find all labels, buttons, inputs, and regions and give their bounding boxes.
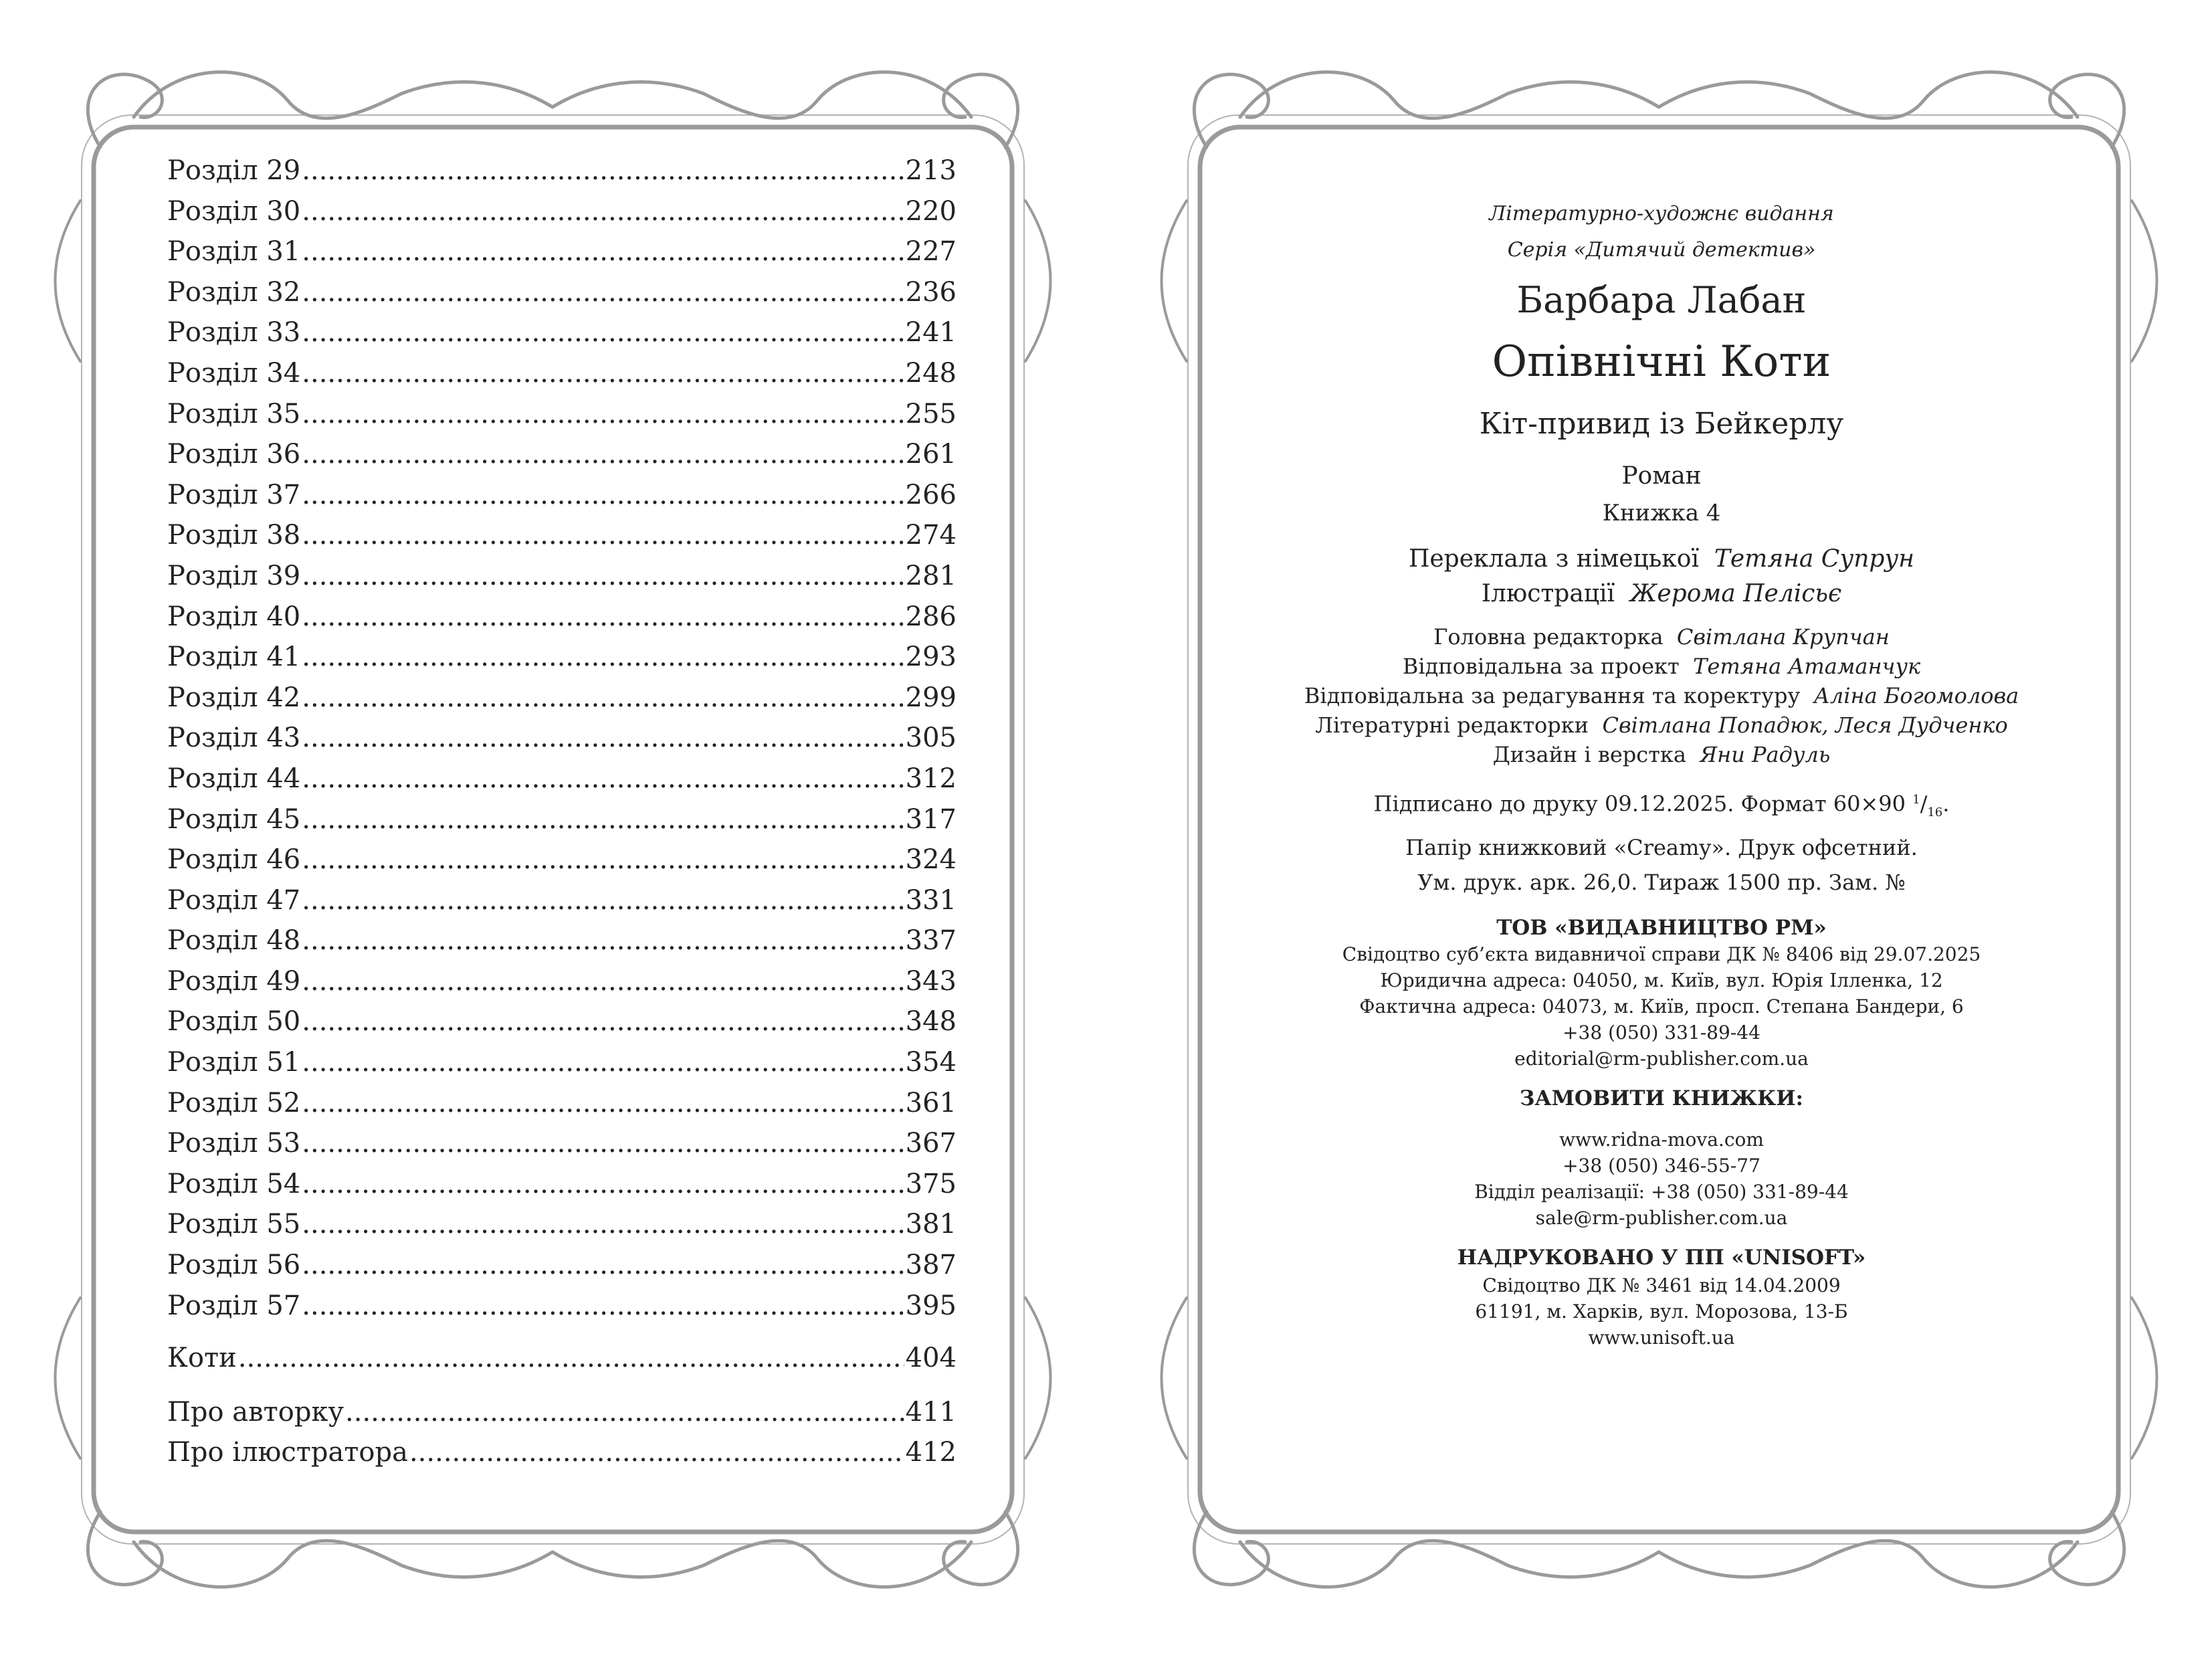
table-of-contents (167, 151, 957, 1473)
dot-leader (302, 556, 904, 597)
toc-page-number: 241 (905, 317, 957, 349)
dot-leader (238, 1338, 904, 1379)
toc-entry[interactable] (167, 231, 957, 272)
toc-entry[interactable] (167, 151, 957, 191)
toc-entry[interactable] (167, 1123, 957, 1164)
dot-leader (302, 880, 904, 921)
dot-leader (409, 1432, 904, 1473)
toc-entry[interactable] (167, 718, 957, 759)
toc-entry-label: Розділ 54 (167, 1168, 301, 1199)
toc-page-number: 286 (905, 601, 957, 632)
toc-page-number: 375 (905, 1168, 957, 1199)
dot-leader (302, 920, 904, 961)
order-site[interactable]: www.ridna-mova.com (1559, 1129, 1764, 1151)
dot-leader (302, 1042, 904, 1083)
toc-entry[interactable] (167, 840, 957, 880)
dot-leader (345, 1392, 904, 1433)
toc-entry-label: Розділ 33 (167, 317, 301, 349)
toc-entry[interactable] (167, 1245, 957, 1286)
toc-page-number: 412 (905, 1437, 957, 1468)
dot-leader (302, 272, 904, 313)
toc-page-number: 274 (905, 520, 957, 551)
chief-editor-line (1247, 622, 2076, 652)
toc-page-number: 281 (905, 560, 957, 591)
toc-entry-label: Розділ 39 (167, 560, 301, 591)
lit-editors-line (1247, 710, 2076, 740)
toc-page-number: 236 (905, 276, 957, 308)
project-name: Тетяна Атаманчук (1693, 654, 1921, 679)
toc-page-number: 305 (905, 722, 957, 754)
toc-page-number: 354 (905, 1047, 957, 1078)
toc-entry[interactable] (167, 353, 957, 394)
toc-entry[interactable] (167, 394, 957, 435)
toc-entry[interactable] (167, 515, 957, 556)
dot-leader (302, 1204, 904, 1245)
toc-entry[interactable] (167, 191, 957, 232)
toc-page-number: 299 (905, 682, 957, 713)
series-line: Серія «Дитячий детектив» (1507, 238, 1816, 262)
toc-page-number: 404 (905, 1343, 957, 1374)
toc-entry[interactable] (167, 637, 957, 678)
toc-entry[interactable] (167, 920, 957, 961)
toc-entry-about-illustrator[interactable] (167, 1432, 957, 1473)
toc-entry[interactable] (167, 1042, 957, 1083)
toc-page-number: 261 (905, 439, 957, 470)
book-title: Опівнічні Коти (1492, 337, 1831, 387)
toc-entry[interactable] (167, 799, 957, 840)
toc-entry[interactable] (167, 880, 957, 921)
toc-page-number: 337 (905, 925, 957, 957)
order-phone: +38 (050) 346-55-77 (1563, 1155, 1761, 1177)
dot-leader (302, 961, 904, 1002)
publisher-name: ТОВ «ВИДАВНИЦТВО РМ» (1496, 916, 1827, 941)
translator-name: Тетяна Супрун (1714, 545, 1915, 573)
format-numerator: 1 (1912, 793, 1920, 807)
toc-entry-cats[interactable] (167, 1338, 957, 1379)
dot-leader (302, 597, 904, 638)
toc-entry[interactable] (167, 475, 957, 516)
dot-leader (302, 434, 904, 475)
dot-leader (302, 353, 904, 394)
book-subtitle: Кіт-привид із Бейкерлу (1479, 407, 1844, 441)
dot-leader (302, 1001, 904, 1042)
dot-leader (302, 1286, 904, 1327)
toc-entry-label: Розділ 37 (167, 479, 301, 510)
toc-chapter-list (167, 151, 957, 1326)
toc-page-number: 343 (905, 965, 957, 997)
toc-entry-label: Розділ 46 (167, 844, 301, 876)
printer-address: 61191, м. Харків, вул. Морозова, 13-Б (1475, 1300, 1848, 1323)
sales-email[interactable]: sale@rm-publisher.com.ua (1535, 1207, 1788, 1230)
toc-entry[interactable] (167, 1083, 957, 1124)
toc-entry-label: Розділ 31 (167, 236, 301, 268)
toc-entry-label: Розділ 38 (167, 520, 301, 551)
toc-entry-label: Розділ 41 (167, 642, 301, 673)
toc-page-number: 213 (905, 155, 957, 186)
format-denominator: 16 (1927, 805, 1943, 820)
toc-entry[interactable] (167, 597, 957, 638)
toc-entry-label: Розділ 57 (167, 1290, 301, 1321)
toc-page-number: 248 (905, 357, 957, 389)
dot-leader (302, 475, 904, 516)
translator-label: Переклала з німецької (1408, 545, 1699, 573)
dot-leader (302, 515, 904, 556)
toc-entry[interactable] (167, 759, 957, 799)
toc-page-number: 411 (905, 1396, 957, 1428)
imprint-block (1247, 201, 2076, 1351)
project-label: Відповідальна за проект (1402, 654, 1680, 679)
printer-site[interactable]: www.unisoft.ua (1588, 1327, 1735, 1349)
toc-page-number: 312 (905, 763, 957, 794)
illustrations-label: Ілюстрації (1481, 580, 1615, 607)
project-line (1247, 652, 2076, 681)
toc-entry-label: Розділ 42 (167, 682, 301, 713)
dot-leader (302, 799, 904, 840)
toc-entry-label: Розділ 43 (167, 722, 301, 754)
design-label: Дизайн і верстка (1492, 742, 1686, 767)
dot-leader (302, 840, 904, 880)
toc-entry[interactable] (167, 1204, 957, 1245)
toc-entry-label: Розділ 52 (167, 1087, 301, 1118)
dot-leader (302, 1123, 904, 1164)
proof-line (1247, 681, 2076, 710)
toc-entry[interactable] (167, 312, 957, 353)
toc-entry-label: Розділ 34 (167, 357, 301, 389)
toc-entry-label: Про ілюстратора (167, 1437, 408, 1468)
toc-page-number: 293 (905, 642, 957, 673)
toc-page-number: 255 (905, 398, 957, 429)
toc-page-number: 266 (905, 479, 957, 510)
toc-entry-label: Розділ 56 (167, 1250, 301, 1281)
toc-entry-about-author[interactable] (167, 1392, 957, 1433)
toc-entry-label: Розділ 48 (167, 925, 301, 957)
toc-entry-label: Розділ 50 (167, 1006, 301, 1038)
lit-editors-names: Світлана Попадюк, Леся Дудченко (1602, 712, 2008, 738)
illustrator-line (1247, 577, 2076, 611)
dot-leader (302, 151, 904, 191)
dot-leader (302, 678, 904, 718)
toc-page-number: 317 (905, 803, 957, 835)
printer-certificate: Свідоцтво ДК № 3461 від 14.04.2009 (1482, 1274, 1841, 1297)
sales-dept: Відділ реалізації: +38 (050) 331-89-44 (1474, 1181, 1849, 1203)
toc-page-number: 387 (905, 1250, 957, 1281)
dot-leader (302, 1245, 904, 1286)
toc-entry[interactable] (167, 556, 957, 597)
dot-leader (302, 1164, 904, 1205)
toc-page-number: 367 (905, 1128, 957, 1159)
chief-editor-label: Головна редакторка (1433, 624, 1664, 650)
toc-entry[interactable] (167, 272, 957, 313)
toc-entry[interactable] (167, 1286, 957, 1327)
dot-leader (302, 191, 904, 232)
design-line (1247, 740, 2076, 769)
illustrator-name: Жерома Пелісьє (1629, 580, 1842, 607)
signed-end: . (1942, 791, 1950, 817)
actual-address: Фактична адреса: 04073, м. Київ, просп. Степана Бандери, 6 (1359, 995, 1964, 1018)
toc-entry-label: Розділ 32 (167, 276, 301, 308)
signed-text: Підписано до друку 09.12.2025. Формат 60×90 (1373, 791, 1906, 817)
toc-entry-label: Розділ 45 (167, 803, 301, 835)
publisher-phone: +38 (050) 331-89-44 (1563, 1021, 1761, 1044)
paper-line: Папір книжковий «Creamy». Друк офсетний. (1405, 835, 1918, 861)
toc-entry-label: Розділ 36 (167, 439, 301, 470)
dot-leader (302, 231, 904, 272)
order-heading: ЗАМОВИТИ КНИЖКИ: (1520, 1086, 1803, 1111)
toc-entry-label: Розділ 29 (167, 155, 301, 186)
toc-entry[interactable] (167, 961, 957, 1002)
toc-entry[interactable] (167, 1001, 957, 1042)
toc-entry-label: Розділ 35 (167, 398, 301, 429)
toc-entry-label: Розділ 47 (167, 884, 301, 916)
dot-leader (302, 312, 904, 353)
toc-entry-label: Розділ 30 (167, 195, 301, 227)
toc-entry-label: Розділ 40 (167, 601, 301, 632)
translator-line (1247, 542, 2076, 577)
toc-entry-label: Розділ 49 (167, 965, 301, 997)
toc-entry[interactable] (167, 1164, 957, 1205)
printed-heading: НАДРУКОВАНО У ПП «UNISOFT» (1457, 1246, 1866, 1270)
toc-page-number: 227 (905, 236, 957, 268)
dot-leader (302, 718, 904, 759)
toc-page-number: 324 (905, 844, 957, 876)
dot-leader (302, 394, 904, 435)
toc-entry-label: Про авторку (167, 1396, 344, 1428)
toc-entry-label: Коти (167, 1343, 237, 1374)
toc-page-number: 381 (905, 1209, 957, 1240)
genre-novel: Роман (1621, 462, 1702, 490)
chief-editor-name: Світлана Крупчан (1676, 624, 1890, 650)
toc-entry-label: Розділ 53 (167, 1128, 301, 1159)
lit-editors-label: Літературні редакторки (1315, 712, 1589, 738)
publisher-certificate: Свідоцтво суб’єкта видавничої справи ДК № 8406 від 29.07.2025 (1342, 943, 1981, 966)
legal-address: Юридична адреса: 04050, м. Київ, вул. Юрія Ілленка, 12 (1380, 969, 1943, 992)
toc-entry[interactable] (167, 434, 957, 475)
dot-leader (302, 637, 904, 678)
toc-entry-label: Розділ 44 (167, 763, 301, 794)
toc-page-number: 331 (905, 884, 957, 916)
dot-leader (302, 1083, 904, 1124)
toc-entry-label: Розділ 55 (167, 1209, 301, 1240)
toc-page-number: 348 (905, 1006, 957, 1038)
toc-page-number: 361 (905, 1087, 957, 1118)
sheets-line: Ум. друк. арк. 26,0. Тираж 1500 пр. Зам. № (1417, 870, 1906, 896)
design-name: Яни Радуль (1700, 742, 1831, 767)
toc-entry-label: Розділ 51 (167, 1047, 301, 1078)
book-number: Книжка 4 (1602, 500, 1721, 526)
signed-line: Підписано до друку 09.12.2025. Формат 60×90 $^1/_{16}$. (1373, 791, 1950, 820)
proof-name: Аліна Богомолова (1813, 683, 2019, 708)
right-page (1106, 0, 2212, 1659)
toc-entry[interactable] (167, 678, 957, 718)
toc-page-number: 395 (905, 1290, 957, 1321)
proof-label: Відповідальна за редагування та коректуру (1304, 683, 1801, 708)
author-name: Барбара Лабан (1516, 279, 1807, 321)
dot-leader (302, 759, 904, 799)
genre-line: Літературно-художнє видання (1489, 202, 1834, 225)
toc-page-number: 220 (905, 195, 957, 227)
publisher-email[interactable]: editorial@rm-publisher.com.ua (1514, 1048, 1809, 1070)
